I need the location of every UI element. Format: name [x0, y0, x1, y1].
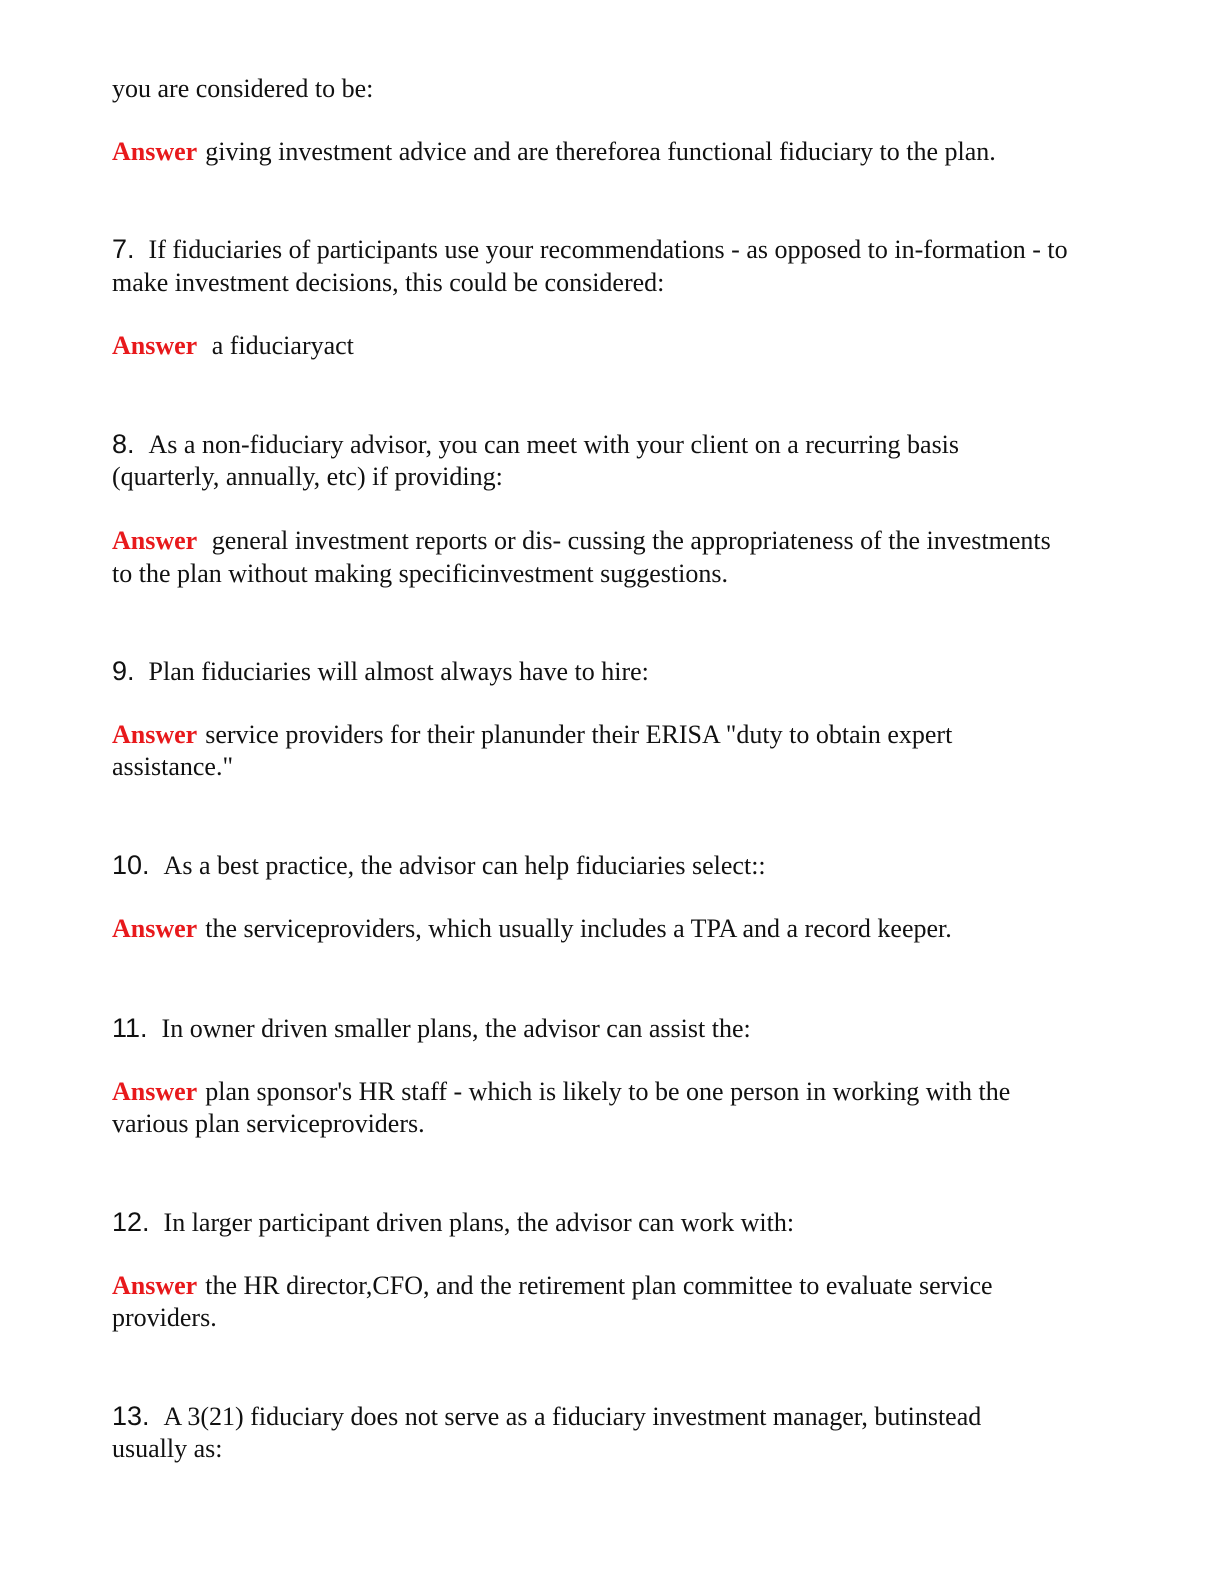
- question-text: In owner driven smaller plans, the advisor can assist the:: [161, 1014, 751, 1043]
- question-text: make investment decisions, this could be considered:: [112, 268, 665, 297]
- question-7-line-2: [112, 266, 1122, 299]
- question-text: As a best practice, the advisor can help fiduciaries select::: [163, 851, 766, 880]
- answer-text: general investment reports or dis- cussing the appropriateness of the investments: [205, 526, 1051, 555]
- answer-text: the serviceproviders, which usually includes a TPA and a record keeper.: [205, 914, 952, 943]
- answer-label: Answer: [112, 331, 198, 360]
- answer-12-line-2: [112, 1301, 1122, 1334]
- question-8-line-2: [112, 460, 1122, 493]
- answer-label: Answer: [112, 720, 198, 749]
- question-number: 9.: [112, 656, 135, 686]
- answer-11: [112, 1075, 1122, 1108]
- question-11: [112, 1012, 1122, 1045]
- question-number: 8.: [112, 429, 135, 459]
- answer-9: [112, 718, 1122, 751]
- question-12: [112, 1206, 1122, 1239]
- question-6-tail: [112, 72, 1122, 105]
- question-text: (quarterly, annually, etc) if providing:: [112, 462, 503, 491]
- question-10: [112, 849, 1122, 882]
- answer-label: Answer: [112, 1077, 198, 1106]
- answer-text: providers.: [112, 1303, 217, 1332]
- answer-7: [112, 329, 1122, 362]
- answer-11-line-2: [112, 1107, 1122, 1140]
- question-13: [112, 1400, 1122, 1433]
- question-text: As a non-fiduciary advisor, you can meet with your client on a recurring basis: [148, 430, 960, 459]
- question-text: usually as:: [112, 1434, 223, 1463]
- question-9: [112, 655, 1122, 688]
- question-text: Plan fiduciaries will almost always have to hire:: [148, 657, 649, 686]
- answer-text: various plan serviceproviders.: [112, 1109, 425, 1138]
- answer-text: plan sponsor's HR staff - which is likely to be one person in working with the: [205, 1077, 1011, 1106]
- question-7: [112, 233, 1122, 266]
- answer-12: [112, 1269, 1122, 1302]
- question-number: 10.: [112, 850, 150, 880]
- question-text: you are considered to be:: [112, 74, 374, 103]
- question-number: 13.: [112, 1401, 150, 1431]
- answer-text: to the plan without making specificinvestment suggestions.: [112, 559, 728, 588]
- question-13-line-2: [112, 1432, 1122, 1465]
- answer-text: giving investment advice and are thereforea functional fiduciary to the plan.: [205, 137, 996, 166]
- answer-label: Answer: [112, 1271, 198, 1300]
- answer-6: [112, 135, 1122, 168]
- answer-label: Answer: [112, 914, 198, 943]
- answer-text: service providers for their planunder their ERISA "duty to obtain expert: [205, 720, 953, 749]
- question-text: In larger participant driven plans, the advisor can work with:: [163, 1208, 795, 1237]
- question-number: 7.: [112, 234, 135, 264]
- answer-8: [112, 524, 1122, 557]
- answer-9-line-2: [112, 750, 1122, 783]
- question-number: 12.: [112, 1207, 150, 1237]
- question-text: A 3(21) fiduciary does not serve as a fiduciary investment manager, butinstead: [163, 1402, 982, 1431]
- answer-label: Answer: [112, 526, 198, 555]
- answer-text: assistance.": [112, 752, 234, 781]
- answer-text: the HR director,CFO, and the retirement plan committee to evaluate service: [205, 1271, 993, 1300]
- question-number: 11.: [112, 1013, 148, 1043]
- question-8: [112, 428, 1122, 461]
- question-text: If fiduciaries of participants use your recommendations - as opposed to in-formation - to: [148, 235, 1068, 264]
- answer-text: a fiduciaryact: [205, 331, 354, 360]
- answer-label: Answer: [112, 137, 198, 166]
- answer-8-line-2: [112, 557, 1122, 590]
- answer-10: [112, 912, 1122, 945]
